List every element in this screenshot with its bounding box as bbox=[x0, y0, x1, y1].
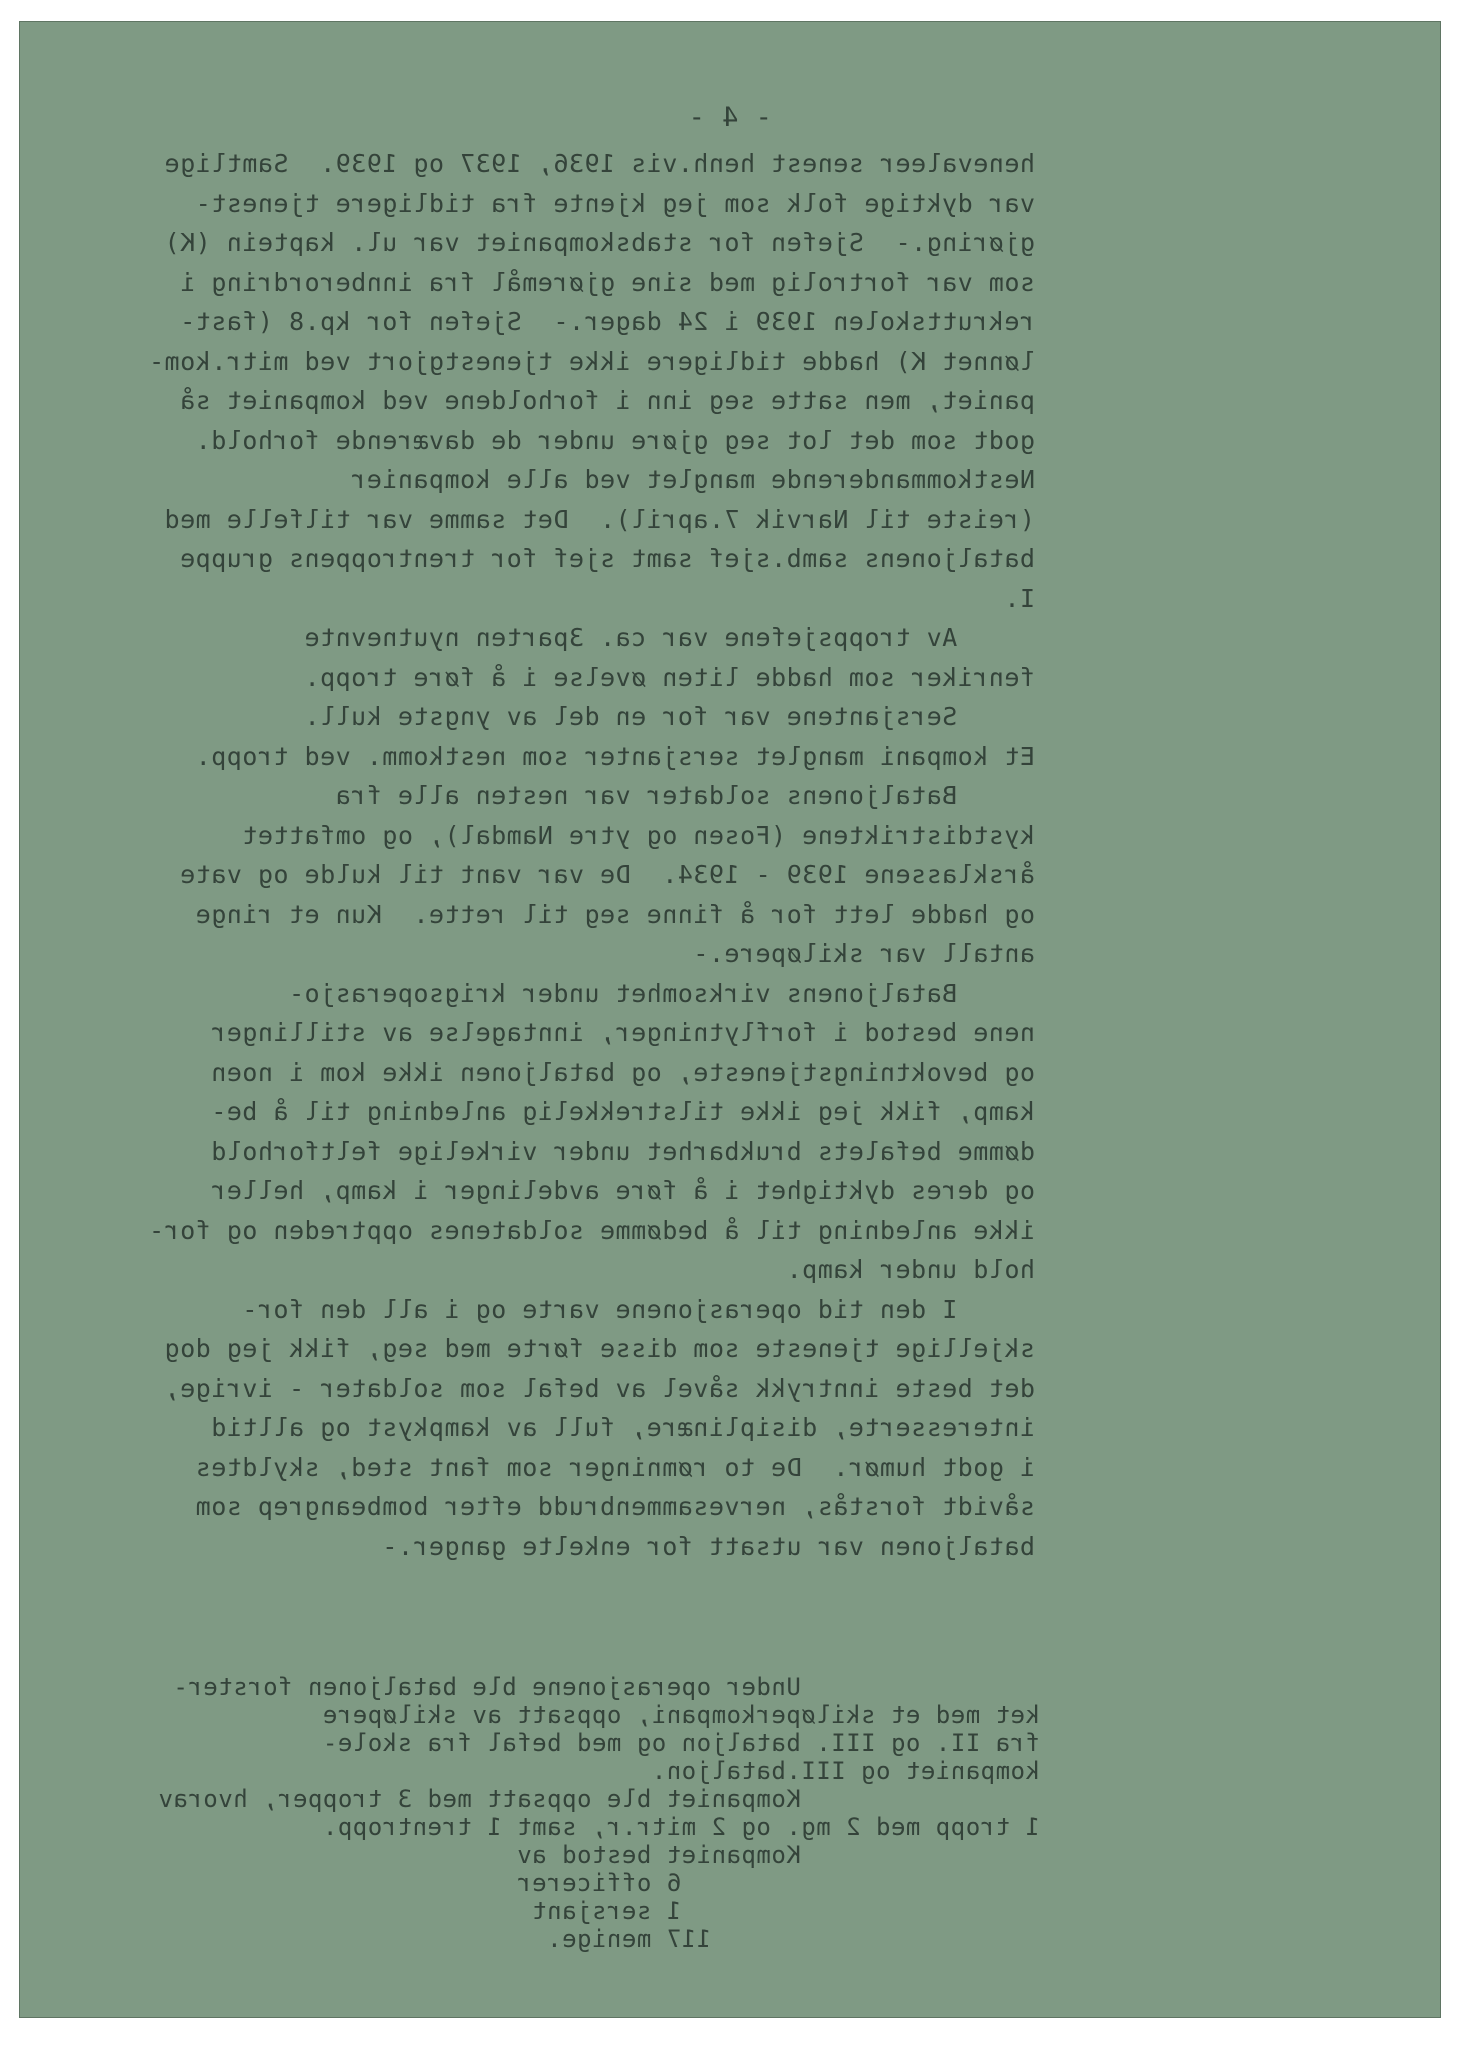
text-line: antall var skiløpere.- bbox=[692, 939, 1035, 968]
text-line: bataljonens samb.sjef samt sjef for trentroppens gruppe bbox=[179, 544, 1035, 573]
text-line: det beste inntrykk såvel av befal som soldater - ivrige, bbox=[164, 1373, 1035, 1403]
text-line: 1 tropp med 2 mg. og 2 mitr.r, samt 1 trentropp. bbox=[322, 1813, 1040, 1841]
text-line: bataljonen var utsatt for enkelte ganger.- bbox=[381, 1531, 1035, 1561]
text-line: kystdistriktene (Fosen og ytre Namdal), og omfattet bbox=[241, 820, 1035, 850]
text-line: gjøring.- Sjefen for stabskompaniet var ul. kaptein (K) bbox=[164, 228, 1035, 257]
text-line: hold under kamp. bbox=[786, 1255, 1035, 1284]
text-line: kompaniet og III.bataljon. bbox=[651, 1757, 1040, 1785]
text-line: årsklassene 1939 - 1934. De var vant til kulde og vate bbox=[179, 860, 1035, 889]
text-line: skjellige tjeneste som disse førte med seg, fikk jeg dog bbox=[164, 1334, 1035, 1363]
text-line: såvidt forstås, nervesammenbrudd efter bombeangrep som bbox=[195, 1492, 1035, 1521]
text-line: Av troppsjefene var ca. 3parten nyutnevnte bbox=[304, 623, 1035, 652]
text-line: og hadde lett for å finne seg til rette. Kun et ringe bbox=[195, 899, 1035, 929]
text-line: interesserte, disiplinære, full av kampkyst og alltid bbox=[210, 1413, 1035, 1442]
text-line: Sersjantene var for en del av yngste kull. bbox=[304, 702, 1035, 731]
text-line: fenriker som hadde liten øvelse i å føre tropp. bbox=[304, 662, 1035, 692]
text-line: Under operasjonene ble bataljonen forster- bbox=[172, 1673, 1040, 1701]
document-sheet bbox=[20, 22, 1440, 2017]
text-line: Et kompani manglet sersjanter som nestkomm. ved tropp. bbox=[195, 741, 1035, 771]
text-line: 1 sersjant bbox=[531, 1897, 1040, 1925]
text-line: lønnet K) hadde tidligere ikke tjenestgjort ved mitr.kom- bbox=[148, 346, 1035, 376]
bottom-text-block bbox=[60, 1673, 1040, 1953]
text-line: Kompaniet ble oppsatt med 3 tropper, hvorav bbox=[157, 1785, 1040, 1813]
text-line: og deres dyktighet i å føre avdelinger i kamp, heller bbox=[210, 1176, 1035, 1205]
text-line: godt som det lot seg gjøre under de daværende forhold. bbox=[195, 425, 1035, 455]
text-line: fra II. og III. bataljon og med befal fra skole- bbox=[322, 1729, 1040, 1757]
text-line: henevaleer senest henh.vis 1936, 1937 og 1939. Samtlige bbox=[164, 149, 1035, 178]
text-line: og bevoktningstjeneste, og bataljonen ikke kom i noen bbox=[210, 1057, 1035, 1087]
text-line: Bataljonens soldater var nesten alle fra bbox=[335, 781, 1035, 810]
text-line: nene bestod i forflytninger, inntagelse av stillinger bbox=[210, 1018, 1035, 1047]
text-line: Bataljonens virksomhet under krigsoperasjo- bbox=[288, 978, 1035, 1008]
text-line: rekruttskolen 1939 i 24 dager.- Sjefen for kp.8 (fast- bbox=[179, 307, 1035, 336]
text-line: paniet, men satte seg inn i forholdene ved kompaniet så bbox=[179, 386, 1035, 415]
text-line: som var fortrolig med sine gjøremål fra innberordring i bbox=[179, 267, 1035, 297]
text-line: 6 officerer bbox=[516, 1869, 1040, 1897]
text-line: (reiste til Narvik 7.april). Det samme var tilfelle med bbox=[164, 504, 1035, 534]
mirrored-typed-text bbox=[20, 22, 1440, 2017]
text-line: Nestkommanderende manglet ved alle kompanier bbox=[350, 465, 1035, 494]
text-line: I den tid operasjonene varte og i all den for- bbox=[241, 1294, 1035, 1324]
text-line: var dyktige folk som jeg kjente fra tidligere tjenest- bbox=[195, 188, 1035, 218]
text-line: Kompaniet bestod av bbox=[516, 1841, 1040, 1869]
text-line: ikke anledning til å bedømme soldatenes opptreden og for- bbox=[148, 1215, 1035, 1245]
text-line: kamp, fikk jeg ikke tilstrekkelig anledning til å be- bbox=[210, 1097, 1035, 1126]
page-number: - 4 - bbox=[688, 102, 772, 133]
text-line: I. bbox=[1003, 583, 1035, 613]
main-text-block bbox=[55, 144, 1035, 1566]
text-line: 117 menige. bbox=[546, 1925, 1040, 1953]
text-line: i godt humør. De to rømninger som fant sted, skyldtes bbox=[195, 1452, 1035, 1482]
text-line: dømme befalets brukbarhet under virkelige feltforhold bbox=[210, 1136, 1035, 1166]
text-line: ket med et skiløperkompani, oppsatt av skiløpere bbox=[322, 1701, 1040, 1729]
